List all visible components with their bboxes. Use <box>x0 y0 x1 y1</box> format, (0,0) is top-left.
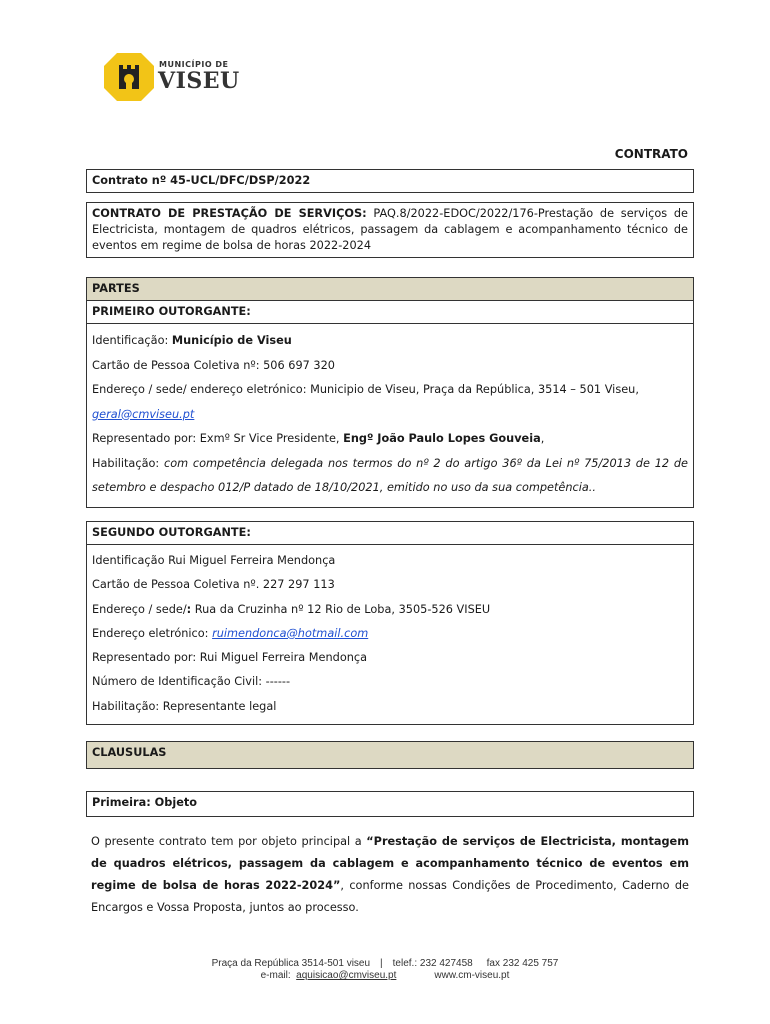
contract-number-box <box>86 169 694 193</box>
second-party-address-label: Endereço / sede/ <box>92 602 187 616</box>
second-party-id: Identificação Rui Miguel Ferreira Mendonça <box>92 554 336 567</box>
clauses-heading: CLAUSULAS <box>87 742 693 768</box>
parties-heading: PARTES <box>87 278 693 300</box>
footer-web-line <box>0 970 770 982</box>
second-party-address-value: Rua da Cruzinha nº 12 Rio de Loba, 3505-526 VISEU <box>191 602 491 616</box>
logo-big-text: VISEU <box>158 68 240 94</box>
footer-email[interactable]: aquisicao@cmviseu.pt <box>296 970 397 981</box>
second-party-civil-id: Número de Identificação Civil: ------ <box>92 675 291 689</box>
first-party-email-line <box>92 403 688 428</box>
second-party-address <box>92 598 688 622</box>
service-text: PAQ.8/2022-EDOC/2022/176-Prestação de serviços de Electricista, montagem de quadros elétricos, passagem da cablagem e acompanhamento técnico de eventos em regime de bolsa de horas 2022-2024 <box>92 207 689 252</box>
second-party-nif: Cartão de Pessoa Coletiva nº. 227 297 113 <box>92 578 335 592</box>
second-party-representative: Representado por: Rui Miguel Ferreira Mendonça <box>92 651 368 665</box>
logo-small-text: MUNICÍPIO DE <box>159 60 229 69</box>
first-clause-box <box>86 791 694 817</box>
footer-fax: fax 232 425 757 <box>486 958 559 969</box>
first-party-rep-name: Engº João Paulo Lopes Gouveia <box>343 432 541 445</box>
first-clause-text-b: “Prestação de serviços de Electricista, montagem de quadros elétricos, passagem da cablagem e acompanhamento técnico de eventos em regime de bolsa de horas 2022-2024” <box>91 835 689 892</box>
clauses-box <box>86 741 694 769</box>
document-heading: CONTRATO <box>614 147 688 161</box>
first-party-nif: Cartão de Pessoa Coletiva nº: 506 697 320 <box>92 358 335 372</box>
first-party-rep-label: Representado por: Exmº Sr Vice Presidente, <box>92 432 344 445</box>
first-party-id <box>92 329 688 354</box>
parties-box <box>86 277 694 508</box>
municipio-logo <box>103 52 243 102</box>
first-party-id-value: Município de Viseu <box>171 334 292 347</box>
first-party-rep-end: , <box>540 432 545 445</box>
viseu-crest-icon <box>103 52 155 102</box>
first-party-hab-text: com competência delegada nos termos do nº 2 do artigo 36º da Lei nº 75/2013 de 12 de setembro e despacho 012/P datado de 18/10/2021, emitido no uso da sua competência.. <box>92 456 688 494</box>
second-party-heading: SEGUNDO OUTORGANTE: <box>92 526 251 539</box>
first-party-email-link[interactable]: geral@cmviseu.pt <box>92 407 195 421</box>
second-party-address-colon: : <box>186 602 192 616</box>
first-party-hab-label: Habilitação: <box>92 456 164 470</box>
first-clause-text-c: , conforme nossas Condições de Procedimento, Caderno de Encargos e Vossa Proposta, juntos ao processo. <box>91 879 689 914</box>
footer-phone: telef.: 232 427458 <box>392 958 473 969</box>
first-clause-heading: Primeira: Objeto <box>92 796 198 809</box>
first-party-representative <box>92 427 688 452</box>
contract-number: Contrato nº 45-UCL/DFC/DSP/2022 <box>92 174 311 187</box>
first-clause-text <box>91 831 689 919</box>
footer-email-label: e-mail: <box>260 970 291 981</box>
first-clause-text-a: O presente contrato tem por objeto principal a <box>91 835 367 848</box>
footer-web[interactable]: www.cm-viseu.pt <box>434 970 510 981</box>
footer-address: Praça da República 3514-501 viseu <box>211 958 371 969</box>
second-party-email-link[interactable]: ruimendonca@hotmail.com <box>212 626 369 640</box>
second-party-box <box>86 521 694 725</box>
first-party-heading: PRIMEIRO OUTORGANTE: <box>87 300 693 323</box>
service-box <box>86 202 694 258</box>
footer-divider: | <box>380 958 383 969</box>
footer-contact-line <box>0 958 770 970</box>
second-party-details <box>87 544 693 724</box>
first-party-address: Endereço / sede/ endereço eletrónico: Municipio de Viseu, Praça da República, 3514 – 501 Viseu, <box>92 383 639 396</box>
second-party-habilitation: Habilitação: Representante legal <box>92 699 277 713</box>
first-party-habilitation <box>92 452 688 501</box>
second-party-email-label: Endereço eletrónico: <box>92 626 213 640</box>
service-label: CONTRATO DE PRESTAÇÃO DE SERVIÇOS: <box>92 207 367 220</box>
second-party-email-line <box>92 622 688 646</box>
first-party-details <box>87 323 693 507</box>
first-party-id-label: Identificação: <box>92 334 172 347</box>
service-description <box>87 203 693 257</box>
